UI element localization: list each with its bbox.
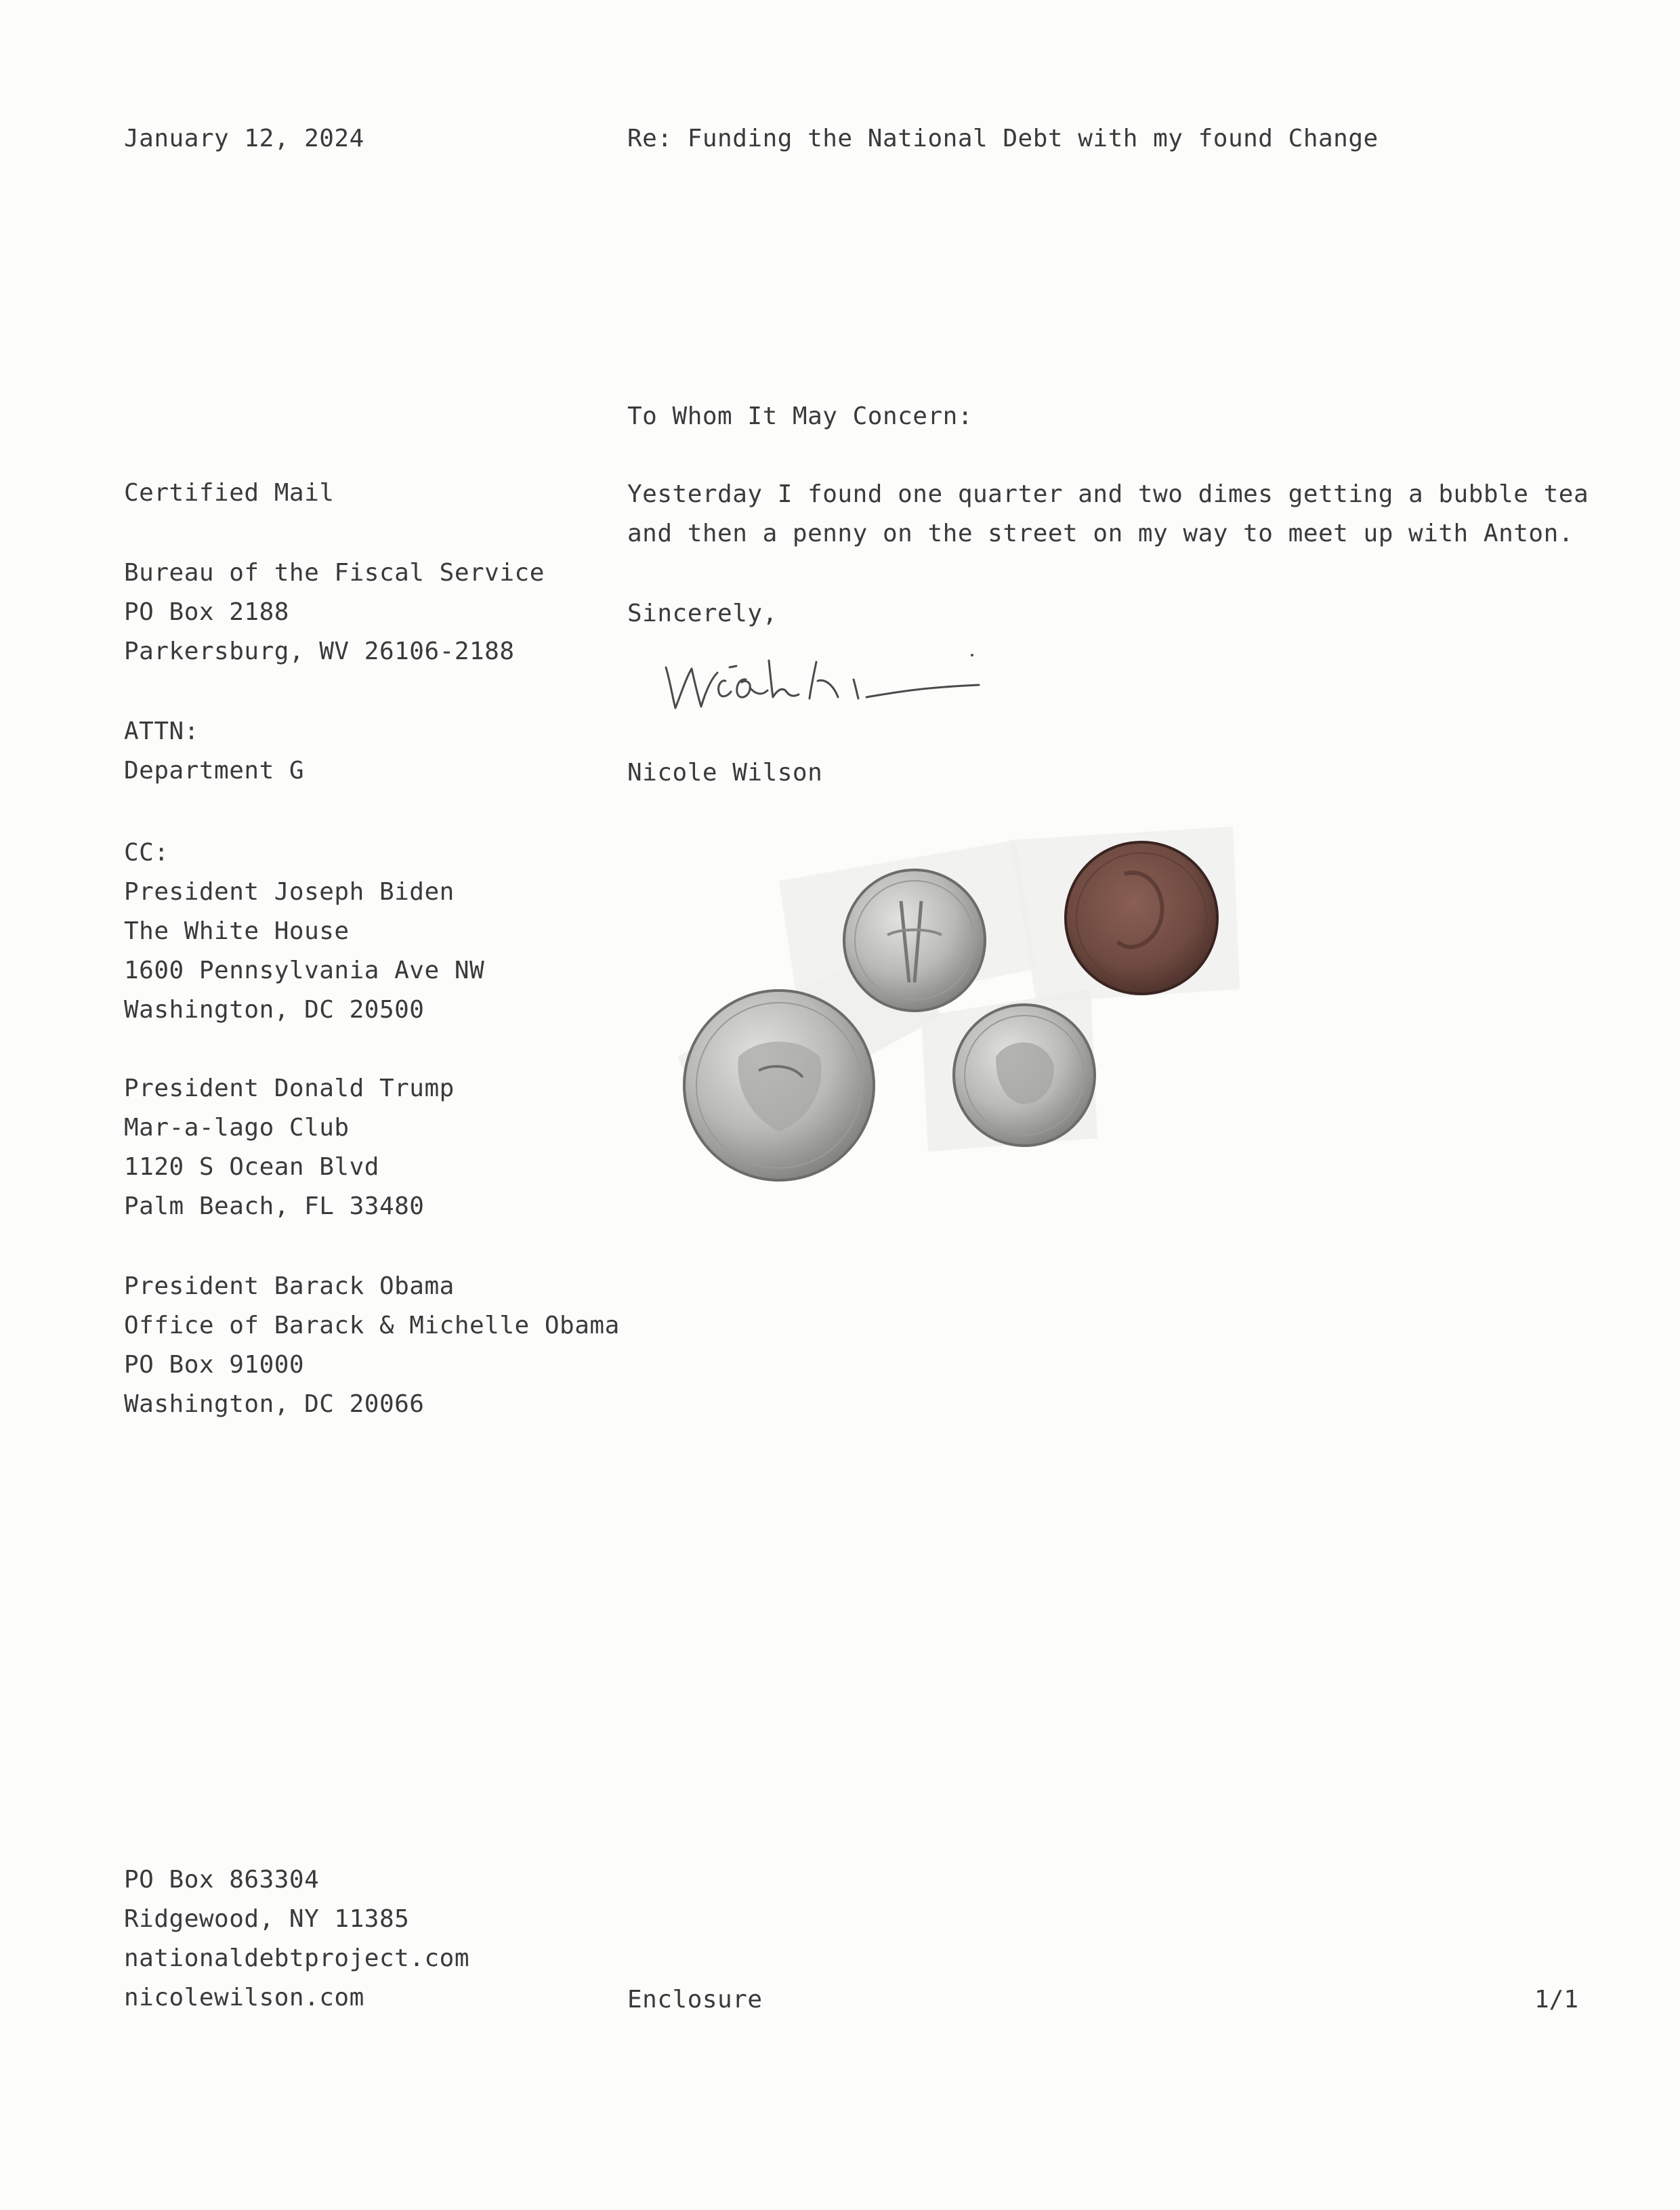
body-line: Yesterday I found one quarter and two dimes getting a bubble tea — [627, 480, 1589, 508]
cc-recipient-line: Mar-a-lago Club — [124, 1114, 350, 1142]
cc-recipient-obama — [124, 1267, 620, 1424]
cc-recipient-line: Office of Barack & Michelle Obama — [124, 1312, 620, 1339]
cc-recipient-line: President Barack Obama — [124, 1272, 455, 1300]
cc-recipient-line: The White House — [124, 917, 350, 945]
sender-line: Ridgewood, NY 11385 — [124, 1905, 410, 1933]
dime-coin — [954, 1005, 1095, 1146]
signature — [660, 640, 999, 728]
letter-date: January 12, 2024 — [124, 125, 364, 152]
sender-line: PO Box 863304 — [124, 1866, 320, 1894]
sender-line: nicolewilson.com — [124, 1984, 364, 2011]
cc-recipient-trump — [124, 1069, 455, 1226]
cc-block — [124, 833, 484, 1030]
letter-subject: Re: Funding the National Debt with my found Change — [627, 125, 1379, 152]
recipient-address — [124, 554, 545, 671]
attn-label: ATTN: — [124, 717, 199, 745]
recipient-address-line: PO Box 2188 — [124, 598, 289, 626]
cc-label: CC: — [124, 839, 169, 867]
page-number: 1/1 — [1534, 1986, 1578, 2014]
attn-block — [124, 712, 304, 791]
cc-recipient-line: 1120 S Ocean Blvd — [124, 1153, 379, 1181]
quarter-coin — [684, 991, 874, 1180]
enclosure-label: Enclosure — [627, 1986, 763, 2014]
cc-recipient-line: President Donald Trump — [124, 1075, 455, 1102]
letter-body — [627, 475, 1589, 554]
cc-recipient-line: Washington, DC 20500 — [124, 996, 425, 1024]
cc-recipient-line: Washington, DC 20066 — [124, 1390, 425, 1418]
sender-address — [124, 1860, 469, 2018]
cc-recipient-line: President Joseph Biden — [124, 878, 455, 906]
cc-recipient-line: 1600 Pennsylvania Ave NW — [124, 957, 485, 984]
recipient-address-line: Bureau of the Fiscal Service — [124, 559, 545, 587]
recipient-address-line: Parkersburg, WV 26106-2188 — [124, 638, 515, 665]
closing: Sincerely, — [627, 600, 778, 627]
body-line: and then a penny on the street on my way to meet up with Anton. — [627, 520, 1574, 547]
salutation: To Whom It May Concern: — [627, 402, 973, 430]
attn-value: Department G — [124, 757, 305, 785]
delivery-method: Certified Mail — [124, 479, 335, 507]
cc-recipient-line: PO Box 91000 — [124, 1351, 305, 1379]
sender-line: nationaldebtproject.com — [124, 1944, 469, 1972]
penny-coin — [1066, 842, 1217, 994]
dime-coin — [844, 870, 985, 1011]
cc-recipient-line: Palm Beach, FL 33480 — [124, 1192, 425, 1220]
enclosed-coins — [657, 813, 1267, 1253]
signer-name: Nicole Wilson — [627, 759, 823, 787]
